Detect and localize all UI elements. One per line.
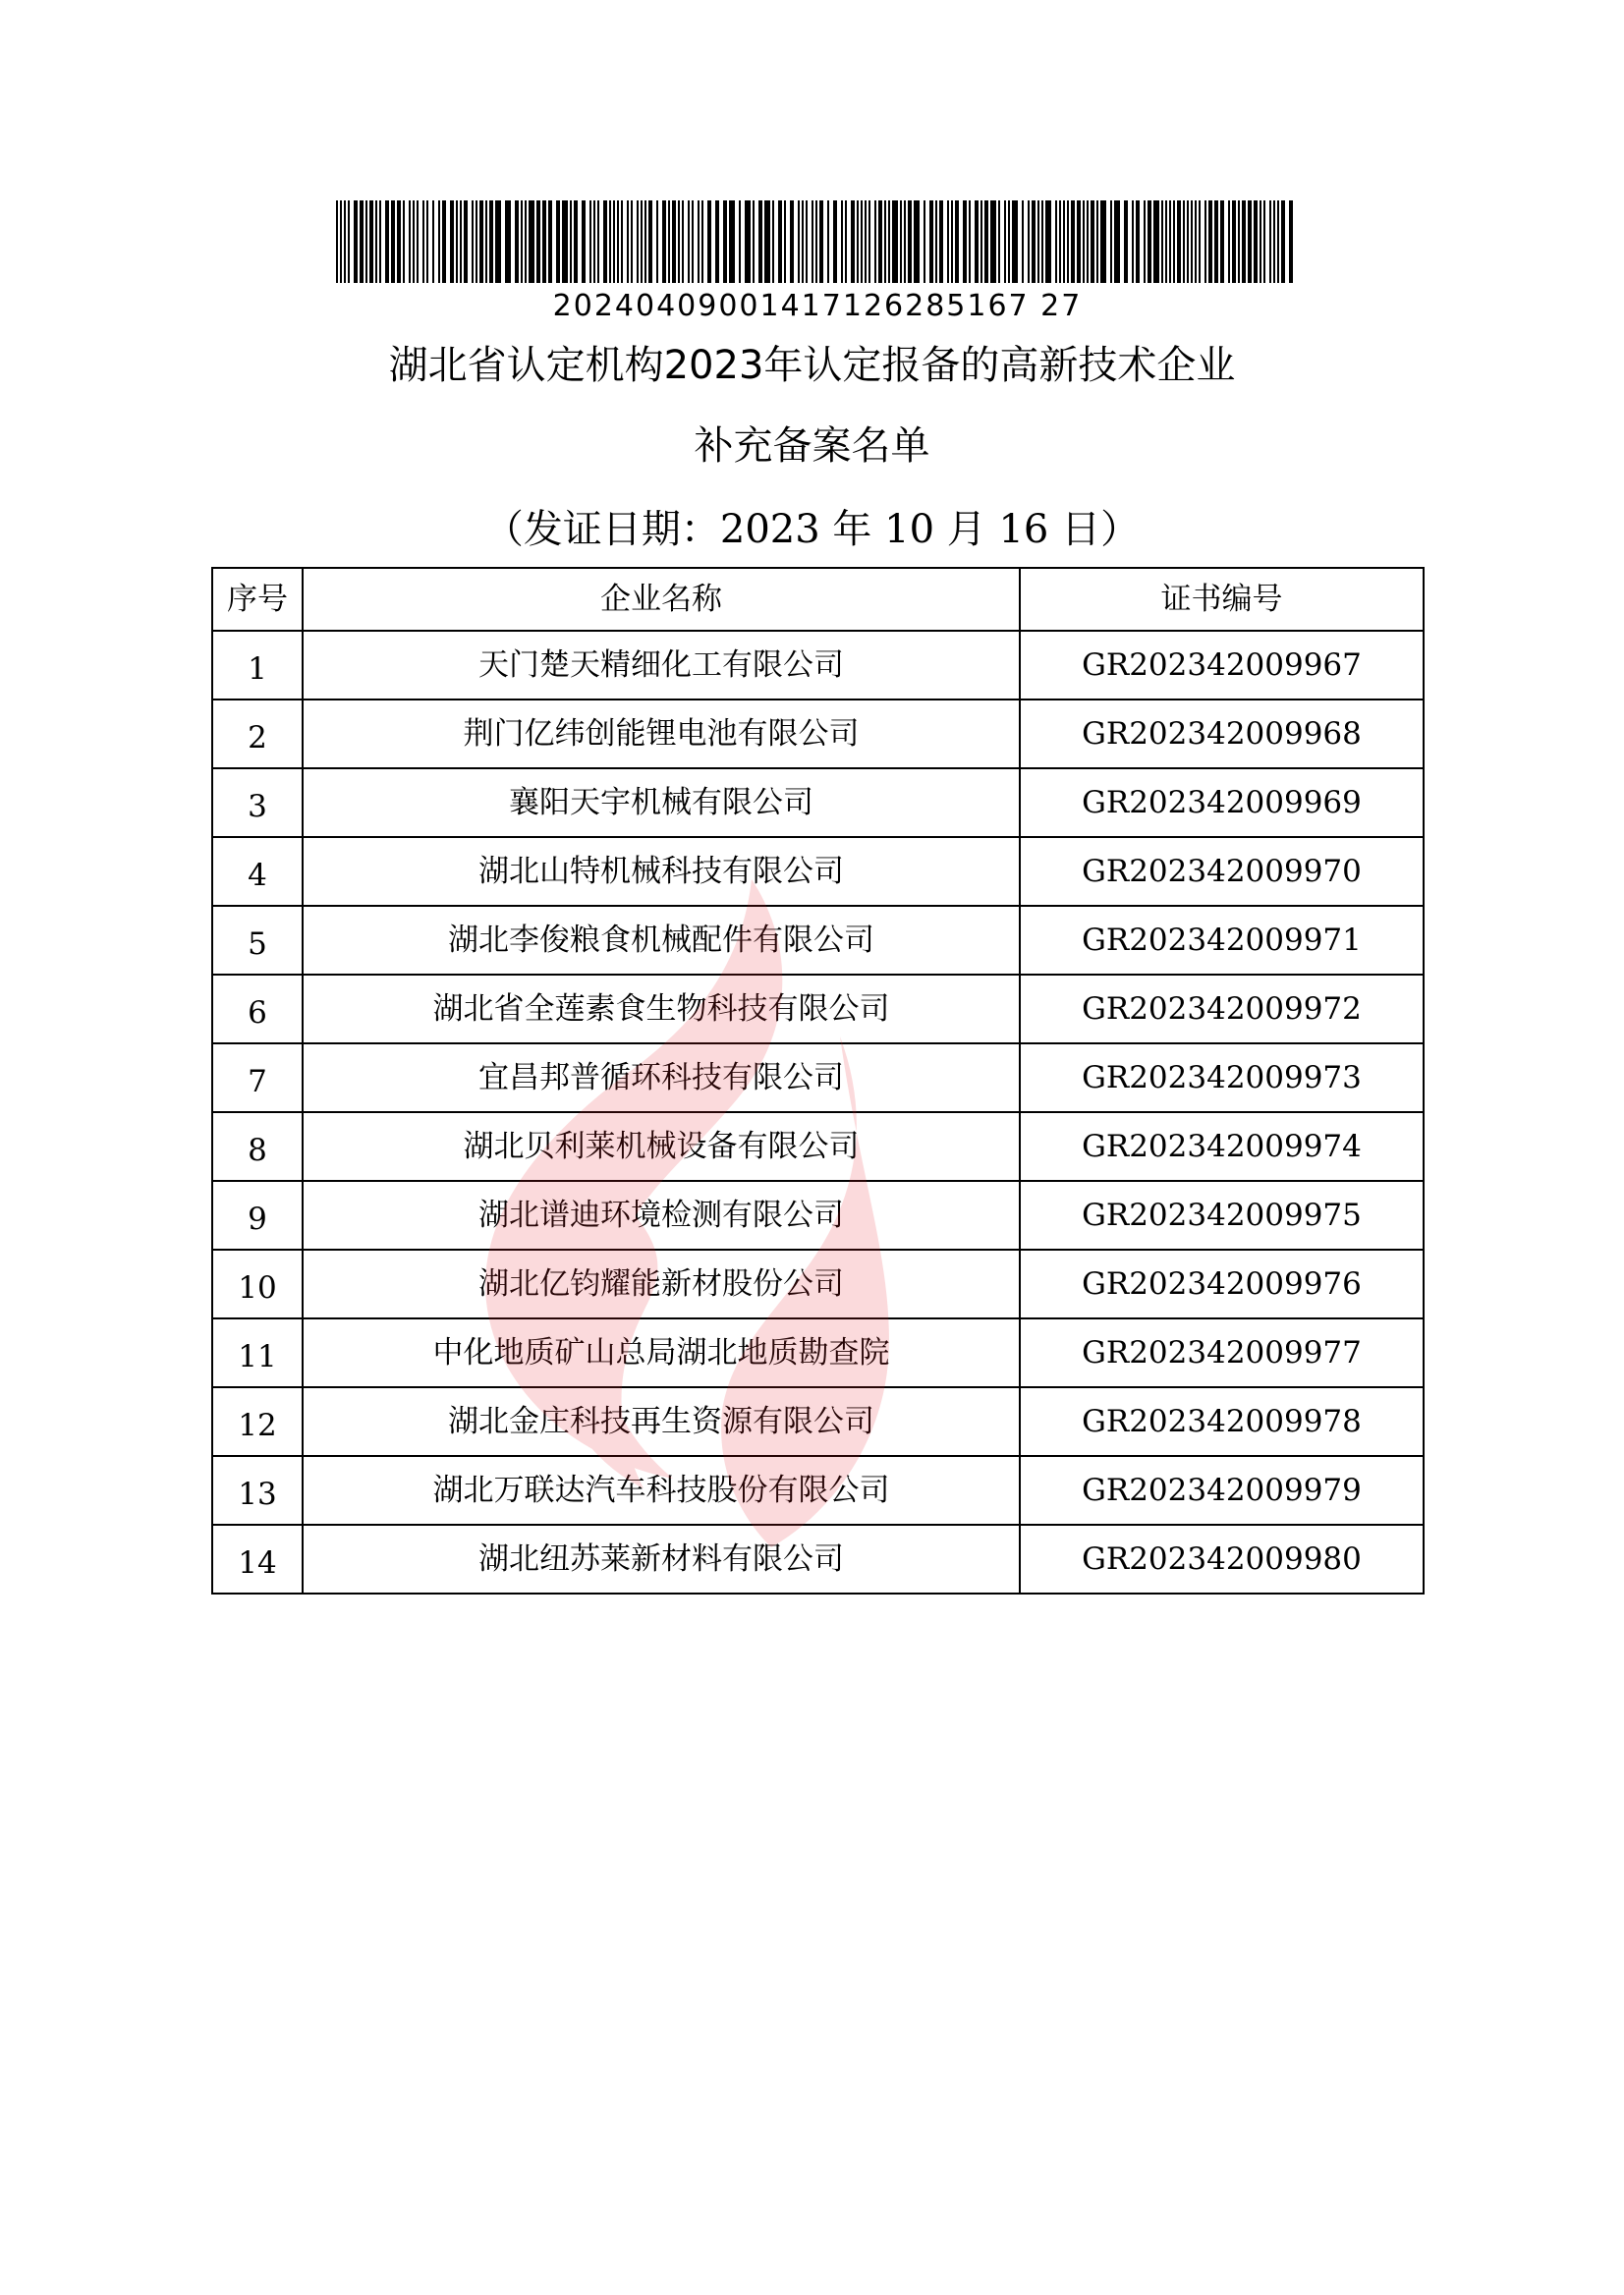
barcode-bar <box>951 200 953 283</box>
table-row <box>212 1043 1424 1112</box>
barcode-bar <box>1148 200 1151 283</box>
barcode-bar <box>892 200 898 283</box>
table-row <box>212 700 1424 768</box>
row-seq: 3 <box>212 768 303 837</box>
barcode-bar <box>1208 200 1212 283</box>
row-certificate-number: GR202342009974 <box>1020 1112 1424 1181</box>
row-enterprise-name: 宜昌邦普循环科技有限公司 <box>303 1043 1020 1112</box>
barcode-bar <box>1124 200 1128 283</box>
barcode-bar <box>489 200 493 283</box>
row-seq: 11 <box>212 1318 303 1387</box>
barcode-bar <box>391 200 395 283</box>
table-row <box>212 1387 1424 1456</box>
row-seq: 14 <box>212 1525 303 1594</box>
table-row <box>212 1525 1424 1594</box>
barcode-bar <box>955 200 959 283</box>
row-enterprise-name: 襄阳天宇机械有限公司 <box>303 768 1020 837</box>
barcode-bar <box>1055 200 1057 283</box>
barcode-bar <box>589 200 591 283</box>
table-row <box>212 1250 1424 1318</box>
row-enterprise-name: 湖北山特机械科技有限公司 <box>303 837 1020 906</box>
barcode-bar <box>1132 200 1134 283</box>
row-enterprise-name: 湖北万联达汽车科技股份有限公司 <box>303 1456 1020 1525</box>
barcode-bar <box>861 200 863 283</box>
barcode-bar <box>935 200 937 283</box>
barcode-bar <box>375 200 377 283</box>
barcode-bar <box>904 200 906 283</box>
barcode-bar <box>924 200 925 283</box>
barcode-bar <box>784 200 786 283</box>
table-row <box>212 1181 1424 1250</box>
row-seq: 9 <box>212 1181 303 1250</box>
barcode-bar <box>542 200 546 283</box>
row-seq: 7 <box>212 1043 303 1112</box>
barcode-bar <box>1144 200 1146 283</box>
header-name: 企业名称 <box>303 568 1020 631</box>
barcode-bar <box>806 200 808 283</box>
barcode-bar <box>603 200 607 283</box>
barcode-bar <box>692 200 694 283</box>
barcode-bar <box>609 200 611 283</box>
table-row <box>212 906 1424 975</box>
barcode-bar <box>723 200 727 283</box>
table-row <box>212 768 1424 837</box>
barcode-bar <box>739 200 741 283</box>
barcode-bar <box>1012 200 1018 283</box>
barcode-bar <box>1260 200 1261 283</box>
barcode-bar <box>348 200 350 283</box>
barcode-bar <box>790 200 794 283</box>
barcode-bar <box>947 200 949 283</box>
header-cert: 证书编号 <box>1020 568 1424 631</box>
barcode-bar <box>641 200 643 283</box>
barcode-bar <box>802 200 804 283</box>
barcode-bar <box>1114 200 1120 283</box>
barcode-bar <box>1273 200 1275 283</box>
barcode-bar <box>990 200 996 283</box>
barcode-bar <box>715 200 719 283</box>
table-row <box>212 1318 1424 1387</box>
barcode-bar <box>772 200 774 283</box>
barcode-bar <box>1277 200 1279 283</box>
barcode-bar <box>472 200 474 283</box>
barcode <box>336 200 1299 283</box>
barcode-bar <box>1165 200 1167 283</box>
barcode-bar <box>1228 200 1230 283</box>
barcode-bar <box>1032 200 1036 283</box>
row-certificate-number: GR202342009971 <box>1020 906 1424 975</box>
row-enterprise-name: 湖北李俊粮食机械配件有限公司 <box>303 906 1020 975</box>
barcode-bar <box>841 200 843 283</box>
barcode-number: 20240409001417126285167 27 <box>552 289 1083 323</box>
barcode-bar <box>1199 200 1201 283</box>
row-enterprise-name: 湖北纽苏莱新材料有限公司 <box>303 1525 1020 1594</box>
barcode-bar <box>521 200 523 283</box>
barcode-bar <box>456 200 458 283</box>
barcode-bar <box>908 200 912 283</box>
barcode-bar <box>422 200 424 283</box>
barcode-bar <box>1187 200 1189 283</box>
barcode-bar <box>644 200 646 283</box>
barcode-bar <box>1022 200 1024 283</box>
barcode-bar <box>1004 200 1006 283</box>
barcode-bar <box>1289 200 1293 283</box>
barcode-bar <box>442 200 446 283</box>
enterprise-table <box>211 567 1425 1595</box>
barcode-bar <box>1028 200 1030 283</box>
barcode-bar <box>884 200 886 283</box>
barcode-bar <box>656 200 658 283</box>
row-seq: 2 <box>212 700 303 768</box>
row-seq: 1 <box>212 631 303 700</box>
row-enterprise-name: 天门楚天精细化工有限公司 <box>303 631 1020 700</box>
barcode-bar <box>998 200 1000 283</box>
barcode-bar <box>819 200 823 283</box>
barcode-bar <box>668 200 670 283</box>
barcode-bar <box>479 200 483 283</box>
barcode-bar <box>548 200 552 283</box>
barcode-bar <box>969 200 971 283</box>
barcode-bar <box>827 200 829 283</box>
row-certificate-number: GR202342009973 <box>1020 1043 1424 1112</box>
row-certificate-number: GR202342009972 <box>1020 975 1424 1043</box>
barcode-bar <box>648 200 652 283</box>
barcode-bar <box>1177 200 1181 283</box>
barcode-bar <box>1173 200 1175 283</box>
row-certificate-number: GR202342009969 <box>1020 768 1424 837</box>
barcode-bar <box>845 200 847 283</box>
row-certificate-number: GR202342009977 <box>1020 1318 1424 1387</box>
row-enterprise-name: 中化地质矿山总局湖北地质勘查院 <box>303 1318 1020 1387</box>
barcode-bar <box>729 200 735 283</box>
barcode-bar <box>574 200 578 283</box>
barcode-bar <box>1063 200 1065 283</box>
barcode-bar <box>874 200 876 283</box>
barcode-bar <box>975 200 979 283</box>
table-row <box>212 1112 1424 1181</box>
row-seq: 12 <box>212 1387 303 1456</box>
barcode-bar <box>613 200 615 283</box>
barcode-bar <box>1059 200 1061 283</box>
barcode-bar <box>888 200 890 283</box>
row-certificate-number: GR202342009976 <box>1020 1250 1424 1318</box>
barcode-bar <box>980 200 982 283</box>
barcode-bar <box>984 200 988 283</box>
row-certificate-number: GR202342009967 <box>1020 631 1424 700</box>
row-seq: 6 <box>212 975 303 1043</box>
barcode-bar <box>1281 200 1285 283</box>
barcode-bar <box>562 200 568 283</box>
barcode-bar <box>385 200 389 283</box>
barcode-bar <box>485 200 487 283</box>
barcode-bar <box>432 200 434 283</box>
barcode-bar <box>617 200 619 283</box>
barcode-bar <box>556 200 560 283</box>
barcode-bar <box>688 200 690 283</box>
barcode-bar <box>627 200 629 283</box>
table-header-row <box>212 568 1424 631</box>
barcode-bar <box>365 200 367 283</box>
barcode-bar <box>460 200 462 283</box>
barcode-bar <box>698 200 700 283</box>
row-enterprise-name: 湖北谱迪环境检测有限公司 <box>303 1181 1020 1250</box>
barcode-bar <box>701 200 703 283</box>
barcode-bar <box>525 200 527 283</box>
barcode-bar <box>914 200 920 283</box>
barcode-bar <box>631 200 633 283</box>
barcode-bar <box>438 200 440 283</box>
barcode-bar <box>637 200 639 283</box>
barcode-bar <box>1183 200 1185 283</box>
barcode-bar <box>963 200 967 283</box>
barcode-bar <box>1263 200 1265 283</box>
table-row <box>212 631 1424 700</box>
barcode-bar <box>344 200 346 283</box>
barcode-bar <box>336 200 338 283</box>
barcode-bar <box>1242 200 1246 283</box>
barcode-bar <box>379 200 381 283</box>
barcode-bar <box>1204 200 1206 283</box>
barcode-bar <box>812 200 813 283</box>
row-certificate-number: GR202342009978 <box>1020 1387 1424 1456</box>
barcode-bar <box>833 200 837 283</box>
barcode-bar <box>1071 200 1075 283</box>
table-row <box>212 837 1424 906</box>
row-enterprise-name: 湖北贝利莱机械设备有限公司 <box>303 1112 1020 1181</box>
barcode-bar <box>1169 200 1171 283</box>
barcode-bar <box>758 200 762 283</box>
barcode-bar <box>662 200 666 283</box>
barcode-bar <box>682 200 684 283</box>
barcode-bar <box>340 200 342 283</box>
table-row <box>212 975 1424 1043</box>
barcode-bar <box>753 200 755 283</box>
row-certificate-number: GR202342009975 <box>1020 1181 1424 1250</box>
barcode-bar <box>1096 200 1098 283</box>
barcode-bar <box>369 200 373 283</box>
row-enterprise-name: 湖北金庄科技再生资源有限公司 <box>303 1387 1020 1456</box>
barcode-bar <box>536 200 540 283</box>
barcode-bar <box>495 200 501 283</box>
barcode-bar <box>1153 200 1159 283</box>
barcode-bar <box>1087 200 1089 283</box>
row-certificate-number: GR202342009979 <box>1020 1456 1424 1525</box>
header-seq: 序号 <box>212 568 303 631</box>
barcode-bar <box>929 200 933 283</box>
barcode-bar <box>450 200 454 283</box>
barcode-bar <box>1041 200 1043 283</box>
barcode-bar <box>417 200 419 283</box>
row-certificate-number: GR202342009980 <box>1020 1525 1424 1594</box>
barcode-bar <box>707 200 711 283</box>
barcode-bar <box>1067 200 1069 283</box>
barcode-bar <box>1008 200 1010 283</box>
barcode-bar <box>1045 200 1051 283</box>
barcode-bar <box>878 200 882 283</box>
barcode-bar <box>1110 200 1112 283</box>
barcode-bar <box>857 200 859 283</box>
barcode-bar <box>1100 200 1106 283</box>
barcode-bar <box>1091 200 1094 283</box>
barcode-bar <box>403 200 405 283</box>
row-certificate-number: GR202342009970 <box>1020 837 1424 906</box>
barcode-bar <box>1214 200 1218 283</box>
row-certificate-number: GR202342009968 <box>1020 700 1424 768</box>
barcode-bar <box>798 200 800 283</box>
barcode-bar <box>1136 200 1140 283</box>
barcode-bar <box>1077 200 1081 283</box>
barcode-bar <box>1238 200 1240 283</box>
barcode-bar <box>1195 200 1197 283</box>
barcode-bar <box>409 200 411 283</box>
barcode-bar <box>865 200 867 283</box>
document-subtitle: 补充备案名单 <box>694 423 930 469</box>
barcode-bar <box>851 200 855 283</box>
row-enterprise-name: 荆门亿纬创能锂电池有限公司 <box>303 700 1020 768</box>
table-row <box>212 1456 1424 1525</box>
barcode-bar <box>529 200 534 283</box>
barcode-bar <box>570 200 572 283</box>
barcode-bar <box>593 200 595 283</box>
barcode-bar <box>745 200 751 283</box>
row-seq: 8 <box>212 1112 303 1181</box>
row-seq: 10 <box>212 1250 303 1318</box>
barcode-bar <box>1037 200 1039 283</box>
barcode-bar <box>900 200 902 283</box>
row-seq: 5 <box>212 906 303 975</box>
barcode-bar <box>1161 200 1163 283</box>
barcode-bar <box>582 200 586 283</box>
barcode-bar <box>505 200 511 283</box>
barcode-bar <box>1248 200 1252 283</box>
barcode-bar <box>413 200 415 283</box>
barcode-bar <box>621 200 623 283</box>
row-seq: 4 <box>212 837 303 906</box>
row-enterprise-name: 湖北省全莲素食生物科技有限公司 <box>303 975 1020 1043</box>
barcode-bar <box>476 200 477 283</box>
row-enterprise-name: 湖北亿钧耀能新材股份公司 <box>303 1250 1020 1318</box>
barcode-bar <box>1232 200 1236 283</box>
barcode-bar <box>1254 200 1258 283</box>
barcode-bar <box>815 200 817 283</box>
barcode-bar <box>354 200 358 283</box>
barcode-bar <box>1269 200 1271 283</box>
barcode-bar <box>778 200 782 283</box>
barcode-bar <box>360 200 364 283</box>
barcode-bar <box>397 200 401 283</box>
barcode-bar <box>1083 200 1085 283</box>
barcode-bar <box>1220 200 1224 283</box>
barcode-bar <box>678 200 680 283</box>
barcode-bar <box>764 200 770 283</box>
barcode-bar <box>939 200 943 283</box>
barcode-bar <box>464 200 468 283</box>
barcode-bar <box>426 200 428 283</box>
barcode-bar <box>1191 200 1193 283</box>
barcode-bar <box>597 200 599 283</box>
issue-date: （发证日期：2023 年 10 月 16 日） <box>483 507 1141 552</box>
barcode-bar <box>672 200 676 283</box>
row-seq: 13 <box>212 1456 303 1525</box>
barcode-bar <box>515 200 519 283</box>
document-title: 湖北省认定机构2023年认定报备的高新技术企业 <box>388 343 1236 388</box>
barcode-bar <box>868 200 870 283</box>
